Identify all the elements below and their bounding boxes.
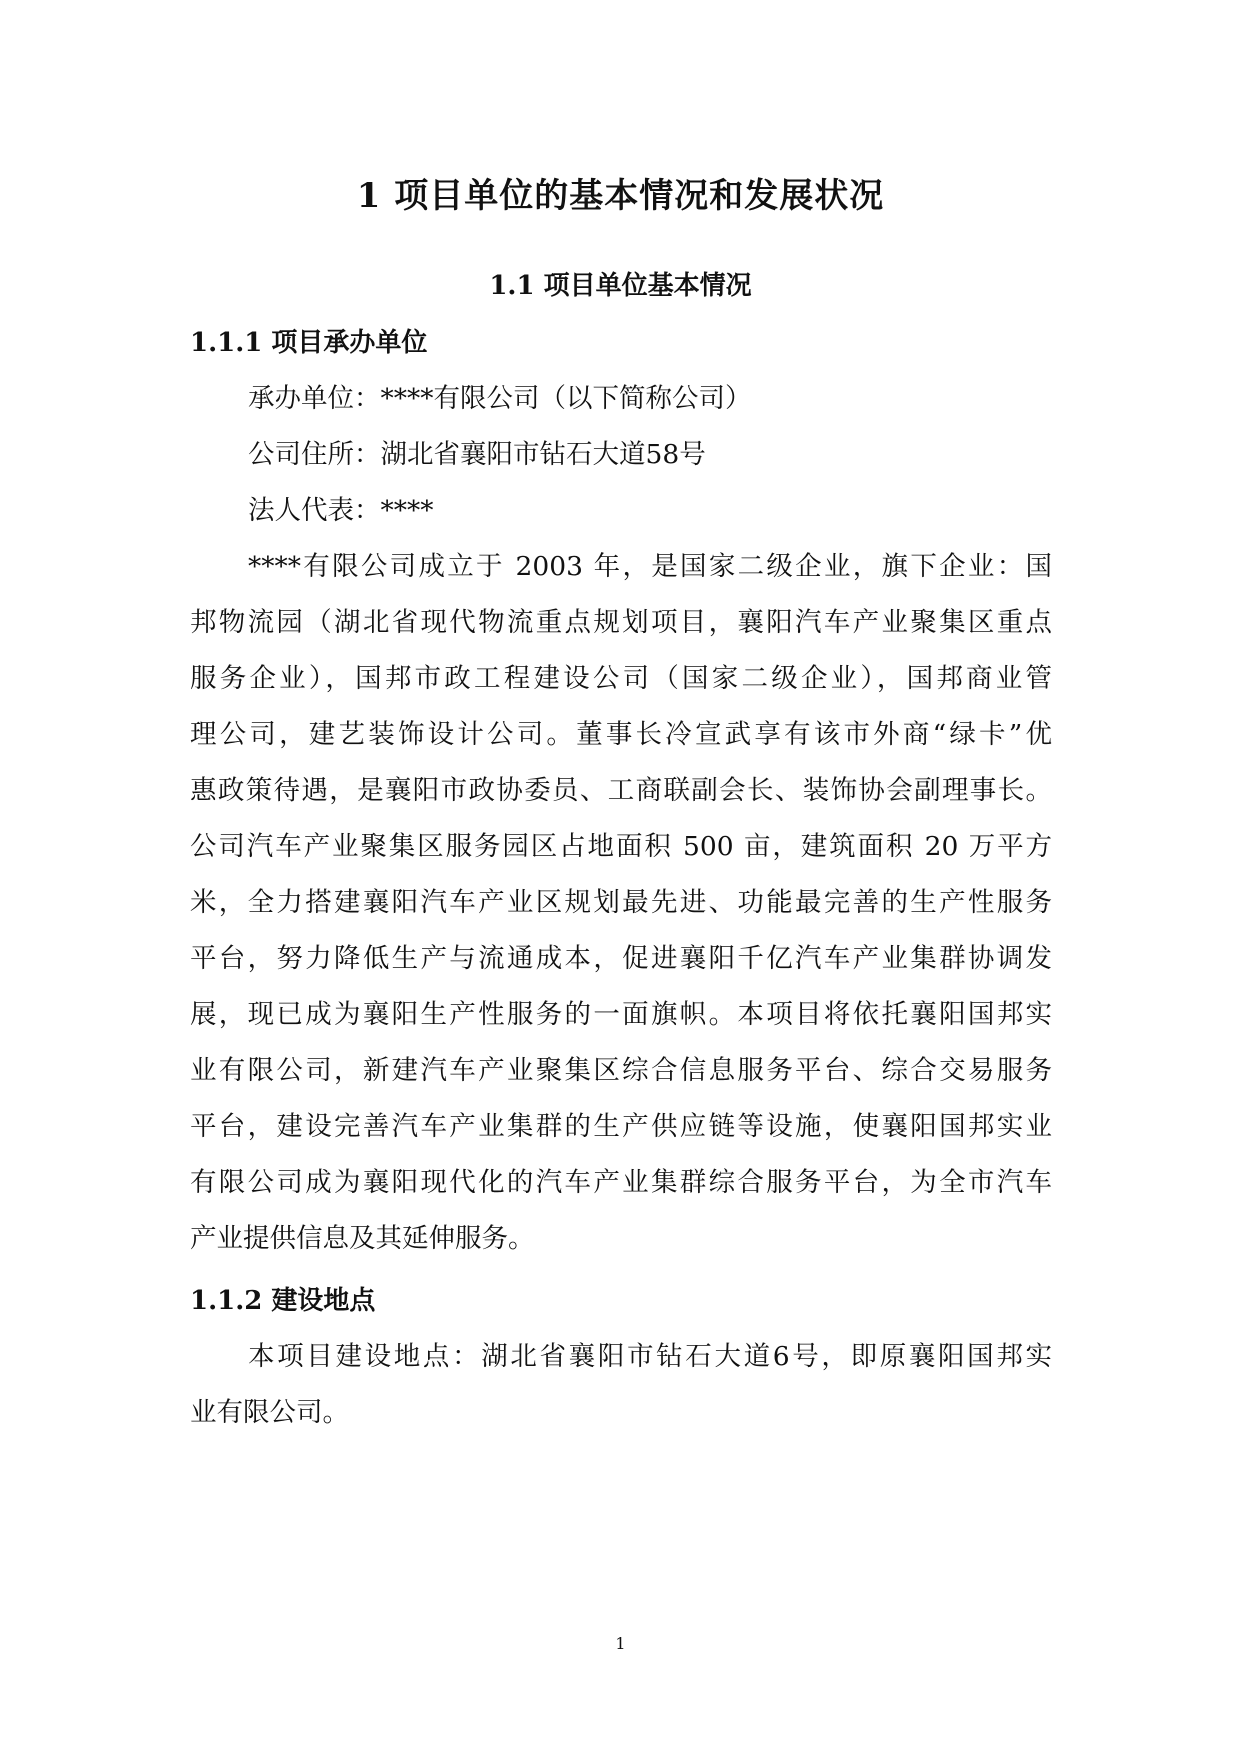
subsection-title-1: 1.1.1 项目承办单位	[190, 328, 428, 358]
paragraph-line: 本项目建设地点：湖北省襄阳市钻石大道6号，即原襄阳国邦实	[248, 1341, 1052, 1372]
paragraph-line: ****有限公司成立于 2003 年，是国家二级企业，旗下企业：国	[248, 551, 1052, 582]
paragraph-line: 公司汽车产业聚集区服务园区占地面积 500 亩，建筑面积 20 万平方	[190, 831, 1052, 862]
paragraph-line: 服务企业），国邦市政工程建设公司（国家二级企业），国邦商业管	[190, 663, 1052, 694]
page-number: 1	[615, 1634, 626, 1653]
paragraph-line-last: 产业提供信息及其延伸服务。	[190, 1223, 535, 1254]
paragraph-line: 有限公司成为襄阳现代化的汽车产业集群综合服务平台，为全市汽车	[190, 1167, 1052, 1198]
paragraph-line: 平台，建设完善汽车产业集群的生产供应链等设施，使襄阳国邦实业	[190, 1111, 1052, 1142]
info-line-organizer: 承办单位：****有限公司（以下简称公司）	[248, 383, 752, 414]
subsection-title-2: 1.1.2 建设地点	[190, 1286, 376, 1316]
paragraph-line: 惠政策待遇，是襄阳市政协委员、工商联副会长、装饰协会副理事长。	[190, 775, 1052, 806]
paragraph-line: 米，全力搭建襄阳汽车产业区规划最先进、功能最完善的生产性服务	[190, 887, 1052, 918]
paragraph-line: 理公司，建艺装饰设计公司。董事长冷宣武享有该市外商“绿卡”优	[190, 719, 1052, 750]
paragraph-line-last: 业有限公司。	[190, 1397, 349, 1428]
section-title: 1.1 项目单位基本情况	[489, 271, 752, 301]
paragraph-line: 邦物流园（湖北省现代物流重点规划项目，襄阳汽车产业聚集区重点	[190, 607, 1052, 638]
chapter-title: 1 项目单位的基本情况和发展状况	[356, 176, 885, 216]
paragraph-line: 平台，努力降低生产与流通成本，促进襄阳千亿汽车产业集群协调发	[190, 943, 1052, 974]
info-line-address: 公司住所：湖北省襄阳市钻石大道58号	[248, 439, 706, 470]
paragraph-line: 展，现已成为襄阳生产性服务的一面旗帜。本项目将依托襄阳国邦实	[190, 999, 1052, 1030]
info-line-legal-rep: 法人代表：****	[248, 495, 434, 526]
paragraph-line: 业有限公司，新建汽车产业聚集区综合信息服务平台、综合交易服务	[190, 1055, 1052, 1086]
